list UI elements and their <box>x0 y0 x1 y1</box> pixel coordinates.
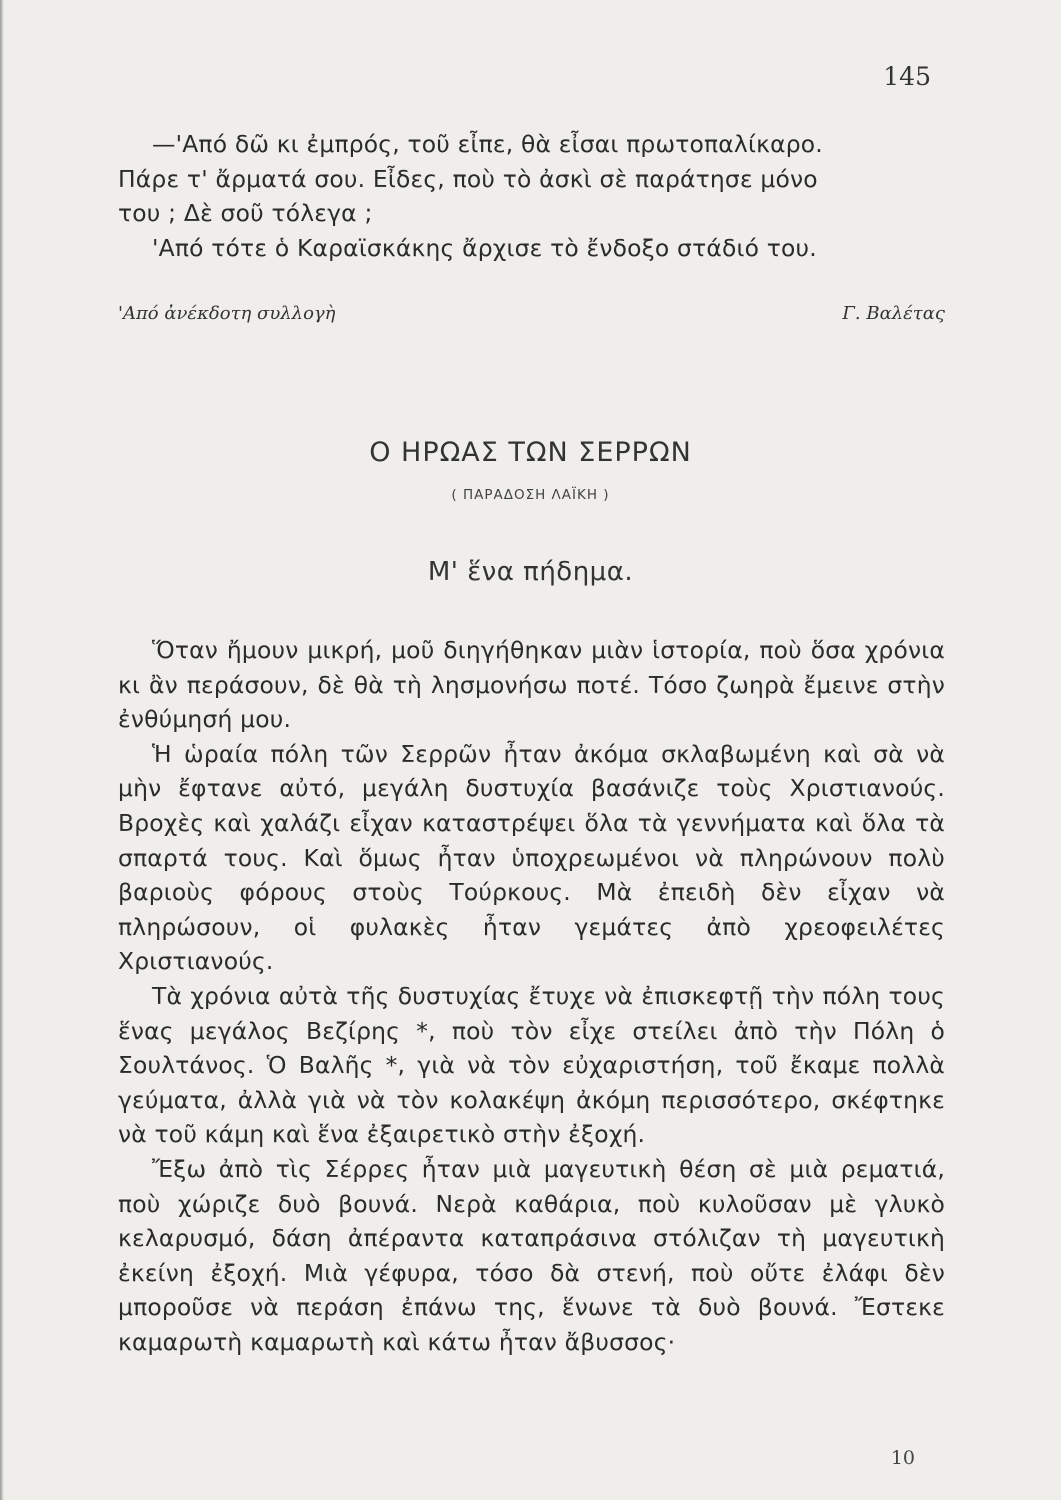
intro-text <box>118 127 945 265</box>
page-number: 145 <box>883 62 931 91</box>
article-title: Ο ΗΡΩΑΣ ΤΩΝ ΣΕΡΡΩΝ <box>369 437 692 468</box>
article-subtitle: ( ΠΑΡΑΔΟΣΗ ΛΑΪΚΗ ) <box>451 487 610 503</box>
intro-closing: 'Από τότε ὁ Καραϊσκάκης ἄρχισε τὸ ἔνδοξο στάδιό του. <box>152 233 817 262</box>
story-paragraph: Ἡ ὡραία πόλη τῶν Σερρῶν ἦταν ἀκόμα σκλαβωμένη καὶ σὰ νὰ μὴν ἔφτανε αὐτό, μεγάλη δυστυχία βασάνιζε τοὺς Χριστιανούς. Βροχὲς καὶ χαλάζι εἶχαν καταστρέψει ὅλα τὰ γεννήματα καὶ ὅλα τὰ σπαρτά τους. Καὶ ὅμως ἦταν ὑποχρεωμένοι νὰ πληρώνουν πολὺ βαριοὺς φόρους στοὺς Τούρκους. Μὰ ἐπειδὴ δὲν εἶχαν νὰ πληρώσουν, οἱ φυλακὲς ἦταν γεμάτες ἀπὸ χρεοφειλέτες Χριστιανούς. <box>118 739 945 976</box>
intro-line: του ; Δὲ σοῦ τόλεγα ; <box>118 199 373 228</box>
intro-line: Πάρε τ' ἄρματά σου. Εἶδες, ποὺ τὸ ἀσκὶ σὲ παράτησε μόνο <box>118 164 818 193</box>
story-text <box>118 633 945 1359</box>
article-heading: Μ' ἕνα πήδημα. <box>427 557 634 587</box>
author-name: Γ. Βαλέτας <box>842 303 945 324</box>
intro-line: —'Από δῶ κι ἐμπρός, τοῦ εἶπε, θὰ εἶσαι πρωτοπαλίκαρο. <box>152 130 823 158</box>
story-paragraph: Τὰ χρόνια αὐτὰ τῆς δυστυχίας ἔτυχε νὰ ἐπισκεφτῇ τὴν πόλη τους ἕνας μεγάλος Βεζίρης *, ποὺ τὸν εἶχε στείλει ἀπὸ τὴν Πόλη ὁ Σουλτάνος. Ὁ Βαλῆς *, γιὰ νὰ τὸν εὐχαριστήση, τοῦ ἔκαμε πολλὰ γεύματα, ἀλλὰ γιὰ νὰ τὸν κολακέψη ἀκόμη περισσότερο, σκέφτηκε νὰ τοῦ κάμη καὶ ἕνα ἐξαιρετικὸ στὴν ἐξοχή. <box>118 981 945 1149</box>
page-edge-shadow <box>0 0 4 1500</box>
signature-number: 10 <box>890 1447 915 1469</box>
story-paragraph: Ἔξω ἀπὸ τὶς Σέρρες ἦταν μιὰ μαγευτικὴ θέση σὲ μιὰ ρεματιά, ποὺ χώριζε δυὸ βουνά. Νερὰ καθάρια, ποὺ κυλοῦσαν μὲ γλυκὸ κελαρυσμό, δάση ἀπέραντα καταπράσινα στόλιζαν τὴ μαγευτικὴ ἐκείνη ἐξοχή. Μιὰ γέφυρα, τόσο δὰ στενή, ποὺ οὔτε ἐλάφι δὲν μποροῦσε νὰ περάση ἐπάνω της, ἕνωνε τὰ δυὸ βουνά. Ἔστεκε καμαρωτὴ καμαρωτὴ καὶ κάτω ἦταν ἄβυσσος· <box>118 1154 945 1356</box>
story-paragraph: Ὅταν ἤμουν μικρή, μοῦ διηγήθηκαν μιὰν ἱστορία, ποὺ ὅσα χρόνια κι ἂν περάσουν, δὲ θὰ τὴ λησμονήσω ποτέ. Τόσο ζωηρὰ ἔμεινε στὴν ἐνθύμησή μου. <box>118 636 945 734</box>
source-note: 'Από ἀνέκδοτη συλλογὴ <box>118 303 336 324</box>
